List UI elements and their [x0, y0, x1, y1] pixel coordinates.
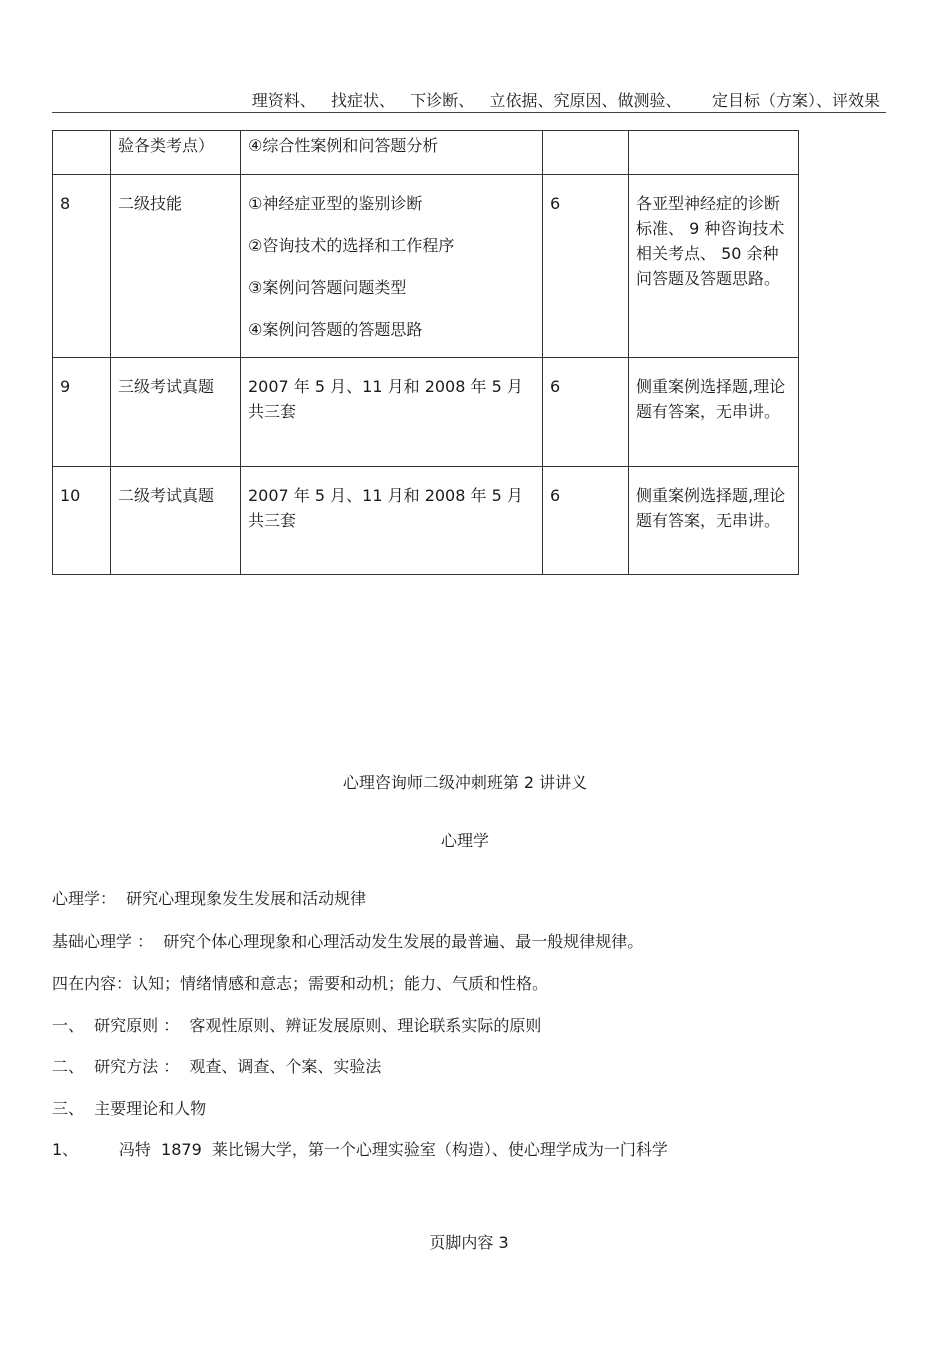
row-level: 验各类考点） — [111, 131, 241, 175]
row-hours — [543, 131, 629, 175]
paragraph: 基础心理学 ： 研究个体心理现象和心理活动发生发展的最普遍、最一般规律规律。 — [52, 932, 644, 951]
lecture-subtitle: 心理学 — [440, 831, 489, 850]
row-note — [629, 131, 799, 175]
row-content — [241, 131, 543, 175]
row-hours: 6 — [543, 175, 629, 358]
header-text: 理资料、 找症状、 下诊断、 立依据、究原因、做测验、 定目标（方案）、评效果 — [251, 91, 880, 110]
content-item: ④案例问答题的答题思路 — [248, 320, 423, 339]
row-note: 侧重案例选择题,理论题有答案，无串讲。 — [629, 358, 799, 467]
content-item: ③案例问答题问题类型 — [248, 278, 407, 297]
content-item: 2007 年 5 月、11 月和 2008 年 5 月共三套 — [248, 486, 523, 530]
paragraph: 二、 研究方法 ： 观查、调查、个案、实验法 — [52, 1057, 382, 1076]
paragraph: 三、 主要理论和人物 — [52, 1099, 207, 1118]
table-row — [53, 467, 799, 575]
row-level: 三级考试真题 — [111, 358, 241, 467]
content-item: ②咨询技术的选择和工作程序 — [248, 236, 455, 255]
row-number: 10 — [53, 467, 111, 575]
table-row — [53, 358, 799, 467]
row-level: 二级考试真题 — [111, 467, 241, 575]
row-content — [241, 467, 543, 575]
row-content — [241, 358, 543, 467]
content-item: 2007 年 5 月、11 月和 2008 年 5 月共三套 — [248, 377, 523, 421]
row-number — [53, 131, 111, 175]
row-hours: 6 — [543, 358, 629, 467]
table-row — [53, 175, 799, 358]
content-item: ①神经症亚型的鉴别诊断 — [248, 194, 423, 213]
paragraph: 四在内容：认知；情绪情感和意志；需要和动机；能力、气质和性格。 — [52, 974, 549, 993]
paragraph: 一、 研究原则 ： 客观性原则、辨证发展原则、理论联系实际的原则 — [52, 1016, 542, 1035]
paragraph: 1、 冯特 1879 莱比锡大学，第一个心理实验室（构造）、使心理学成为一门科学 — [52, 1140, 668, 1159]
row-note: 侧重案例选择题,理论题有答案，无串讲。 — [629, 467, 799, 575]
page-header — [52, 86, 886, 113]
row-number: 9 — [53, 358, 111, 467]
row-hours: 6 — [543, 467, 629, 575]
table-row — [53, 131, 799, 175]
course-table — [52, 130, 799, 575]
row-note: 各亚型神经症的诊断标准、 9 种咨询技术相关考点、 50 余种问答题及答题思路。 — [629, 175, 799, 358]
row-content — [241, 175, 543, 358]
page-footer: 页脚内容 3 — [429, 1233, 509, 1252]
row-number: 8 — [53, 175, 111, 358]
row-level: 二级技能 — [111, 175, 241, 358]
content-item: ④综合性案例和问答题分析 — [248, 136, 439, 155]
paragraph: 心理学： 研究心理现象发生发展和活动规律 — [52, 889, 367, 908]
lecture-title: 心理咨询师二级冲刺班第 2 讲讲义 — [342, 773, 588, 792]
